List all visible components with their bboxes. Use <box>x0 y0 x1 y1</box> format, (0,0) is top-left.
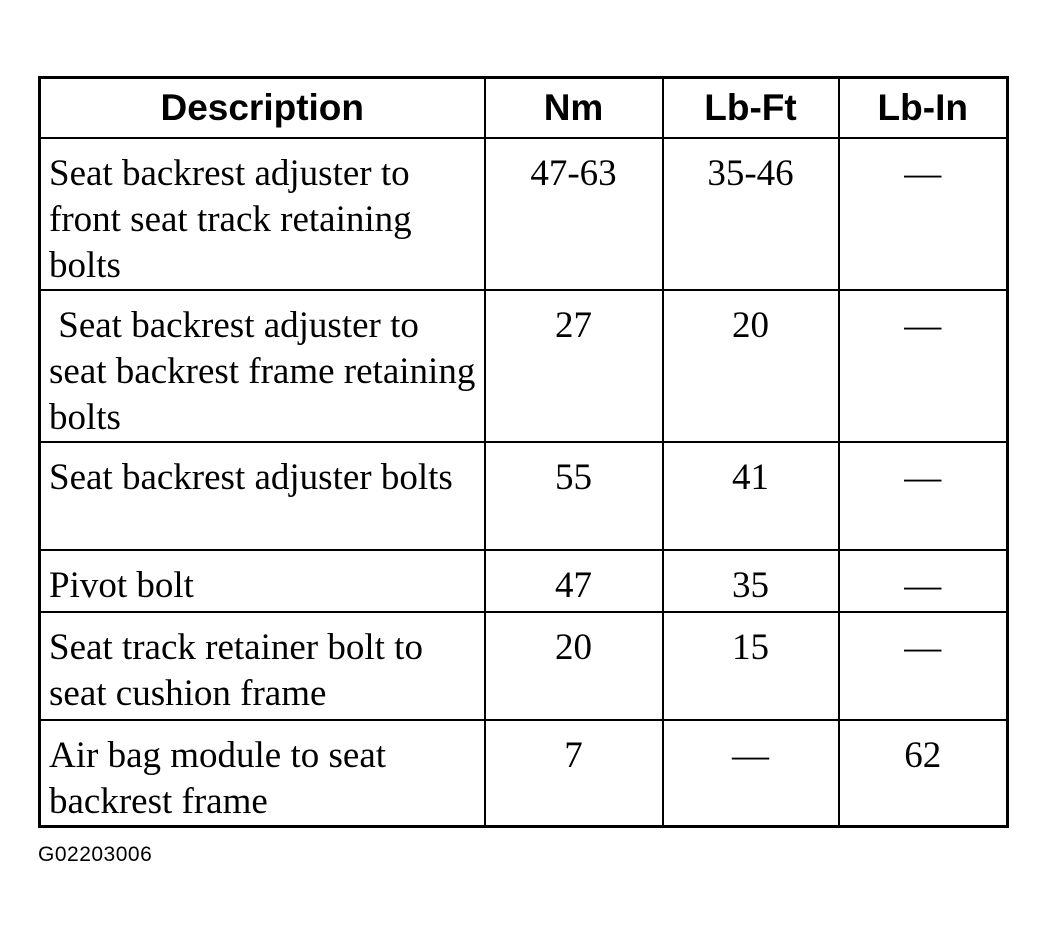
figure-code: G02203006 <box>38 843 153 866</box>
description-cell: Seat backrest adjuster bolts <box>40 442 485 550</box>
nm-cell: 47-63 <box>485 138 663 290</box>
lb-in-cell: — <box>839 550 1008 612</box>
nm-cell: 7 <box>485 720 663 827</box>
description-cell: Seat backrest adjuster to front seat track retaining bolts <box>40 138 485 290</box>
table-row <box>40 550 1008 612</box>
table-row <box>40 612 1008 720</box>
header-lb-ft: Lb-Ft <box>663 78 839 139</box>
lb-ft-cell: 20 <box>663 290 839 442</box>
table-row <box>40 138 1008 290</box>
header-row <box>40 78 1008 139</box>
lb-ft-cell: 35 <box>663 550 839 612</box>
header-description: Description <box>40 78 485 139</box>
lb-ft-cell: — <box>663 720 839 827</box>
nm-cell: 27 <box>485 290 663 442</box>
description-cell: Pivot bolt <box>40 550 485 612</box>
header-lb-in: Lb-In <box>839 78 1008 139</box>
nm-cell: 20 <box>485 612 663 720</box>
table-row <box>40 442 1008 550</box>
description-cell: Air bag module to seat backrest frame <box>40 720 485 827</box>
lb-in-cell: — <box>839 612 1008 720</box>
nm-cell: 55 <box>485 442 663 550</box>
lb-in-cell: — <box>839 442 1008 550</box>
table-row <box>40 720 1008 827</box>
lb-ft-cell: 15 <box>663 612 839 720</box>
lb-in-cell: 62 <box>839 720 1008 827</box>
nm-cell: 47 <box>485 550 663 612</box>
header-nm: Nm <box>485 78 663 139</box>
lb-in-cell: — <box>839 138 1008 290</box>
lb-in-cell: — <box>839 290 1008 442</box>
lb-ft-cell: 35-46 <box>663 138 839 290</box>
table-row <box>40 290 1008 442</box>
description-cell: Seat track retainer bolt to seat cushion frame <box>40 612 485 720</box>
lb-ft-cell: 41 <box>663 442 839 550</box>
torque-spec-table <box>38 76 1009 828</box>
description-cell: Seat backrest adjuster to seat backrest frame retaining bolts <box>40 290 485 442</box>
